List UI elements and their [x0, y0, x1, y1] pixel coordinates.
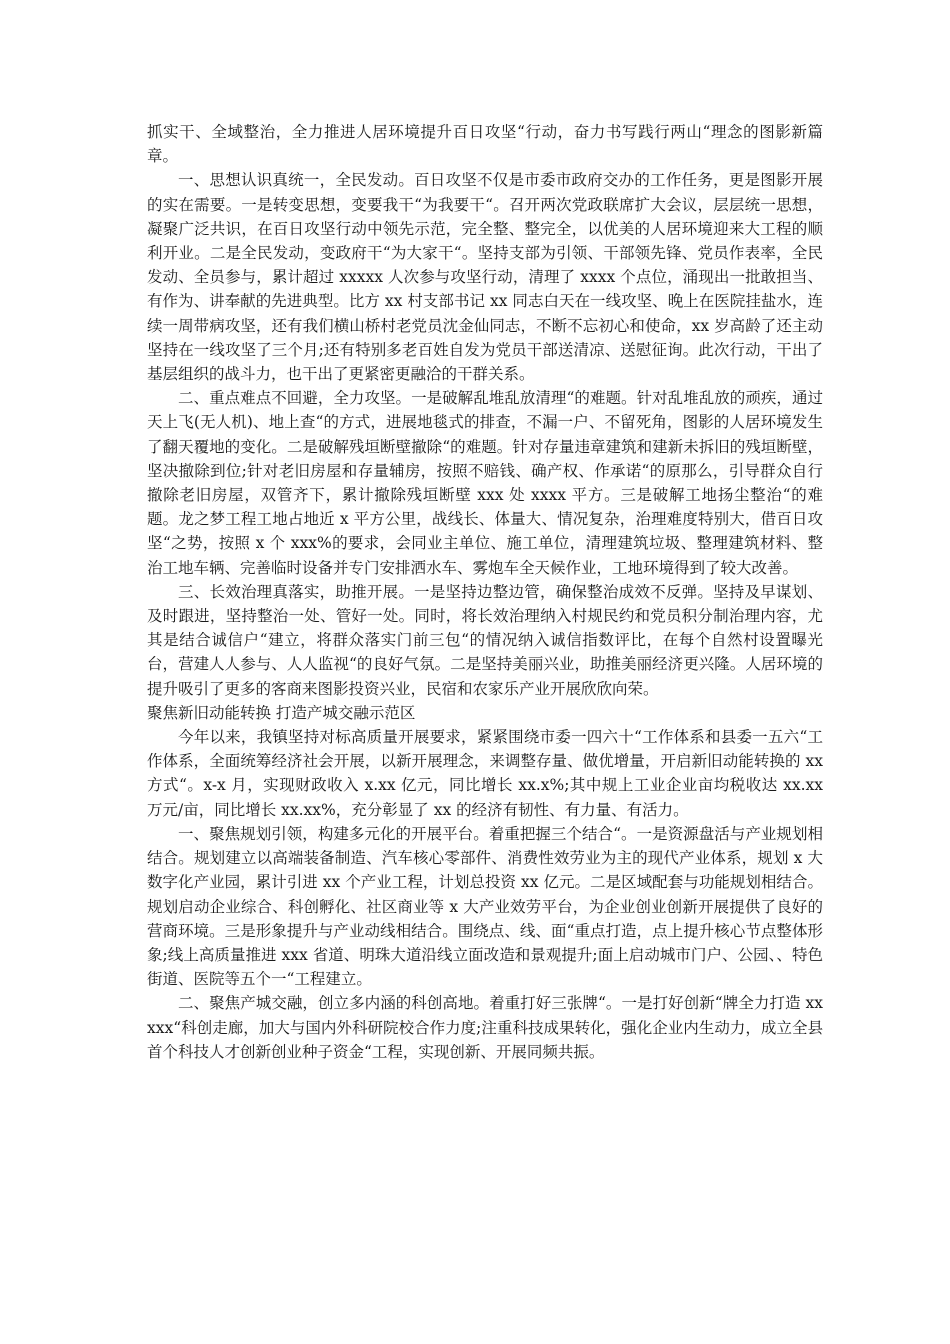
- paragraph-section-2: 二、重点难点不回避，全力攻坚。一是破解乱堆乱放清理“的难题。针对乱堆乱放的顽疾，通过天上飞(无人机)、地上查“的方式，进展地毯式的排查，不漏一户、不留死角，图影的人居环境发生了翻天覆地的变化。二是破解残垣断壁撤除“的难题。针对存量违章建筑和建新未拆旧的残垣断壁，坚决撤除到位;针对老旧房屋和存量辅房，按照不赔钱、确产权、作承诺“的原那么，引导群众自行撤除老旧房屋，双管齐下，累计撤除残垣断壁 xxx 处 xxxx 平方。三是破解工地扬尘整治“的难题。龙之梦工程工地占地近 x 平方公里，战线长、体量大、情况复杂，治理难度特别大，借百日攻坚“之势，按照 x 个 xxx%的要求，会同业主单位、施工单位，清理建筑垃圾、整理建筑材料、整治工地车辆、完善临时设备并专门安排洒水车、雾炮车全天候作业，工地环境得到了较大改善。: [147, 389, 823, 577]
- paragraph-section-3: 三、长效治理真落实，助推开展。一是坚持边整边管，确保整治成效不反弹。坚持及早谋划、及时跟进，坚持整治一处、管好一处。同时，将长效治理纳入村规民约和党员积分制治理内容，尤其是结合诚信户“建立，将群众落实门前三包“的情况纳入诚信指数评比，在每个自然村设置曝光台，营建人人参与、人人监视“的良好气氛。二是坚持美丽兴业，助推美丽经济更兴隆。人居环境的提升吸引了更多的客商来图影投资兴业，民宿和农家乐产业开展欣欣向荣。: [147, 582, 823, 698]
- paragraph-article-intro: 今年以来，我镇坚持对标高质量开展要求，紧紧围绕市委一四六十“工作体系和县委一五六“工作体系，全面统筹经济社会开展，以新开展理念，来调整存量、做优增量，开启新旧动能转换的 xx 方式“。x-x 月，实现财政收入 x.xx 亿元，同比增长 xx.x%;其中规上工业企业亩均税收达 xx.xx 万元/亩，同比增长 xx.xx%，充分彰显了 xx 的经济有韧性、有力量、有活力。: [147, 728, 823, 819]
- paragraph-article-section-1: 一、聚焦规划引领，构建多元化的开展平台。着重把握三个结合“。一是资源盘活与产业规划相结合。规划建立以高端装备制造、汽车核心零部件、消费性效劳业为主的现代产业体系，规划 x 大数字化产业园，累计引进 xx 个产业工程，计划总投资 xx 亿元。二是区域配套与功能规划相结合。规划启动企业综合、科创孵化、社区商业等 x 大产业效劳平台，为企业创业创新开展提供了良好的营商环境。三是形象提升与产业动线相结合。围绕点、线、面“重点打造，点上提升核心节点整体形象;线上高质量推进 xxx 省道、明珠大道沿线立面改造和景观提升;面上启动城市门户、公园、、特色街道、医院等五个一“工程建立。: [147, 824, 823, 989]
- paragraph-section-1: 一、思想认识真统一，全民发动。百日攻坚不仅是市委市政府交办的工作任务，更是图影开展的实在需要。一是转变思想，变要我干“为我要干“。召开两次党政联席扩大会议，层层统一思想，凝聚广泛共识，在百日攻坚行动中领先示范，完全整、整完全，以优美的人居环境迎来大工程的顺利开业。二是全民发动，变政府干“为大家干“。坚持支部为引领、干部领先锋、党员作表率，全民发动、全员参与，累计超过 xxxxx 人次参与攻坚行动，清理了 xxxx 个点位，涌现出一批敢担当、有作为、讲奉献的先进典型。比方 xx 村支部书记 xx 同志白天在一线攻坚、晚上在医院挂盐水，连续一周带病攻坚，还有我们横山桥村老党员沈金仙同志，不断不忘初心和使命，xx 岁高龄了还主动坚持在一线攻坚了三个月;还有特别多老百姓自发为党员干部送清凉、送慰征询。此次行动，干出了基层组织的战斗力，也干出了更紧密更融洽的干群关系。: [147, 171, 823, 384]
- paragraph-article-section-2: 二、聚焦产城交融，创立多内涵的科创高地。着重打好三张牌“。一是打好创新“牌全力打造 xxxxx“科创走廊，加大与国内外科研院校合作力度;注重科技成果转化，强化企业内生动力，成立全县首个科技人才创新创业种子资金“工程，实现创新、开展同频共振。: [147, 994, 823, 1061]
- article-title: 聚焦新旧动能转换 打造产城交融示范区: [147, 703, 416, 722]
- paragraph-intro: 抓实干、全域整治，全力推进人居环境提升百日攻坚“行动，奋力书写践行两山“理念的图影新篇章。: [147, 123, 823, 166]
- document-body: [147, 120, 823, 1064]
